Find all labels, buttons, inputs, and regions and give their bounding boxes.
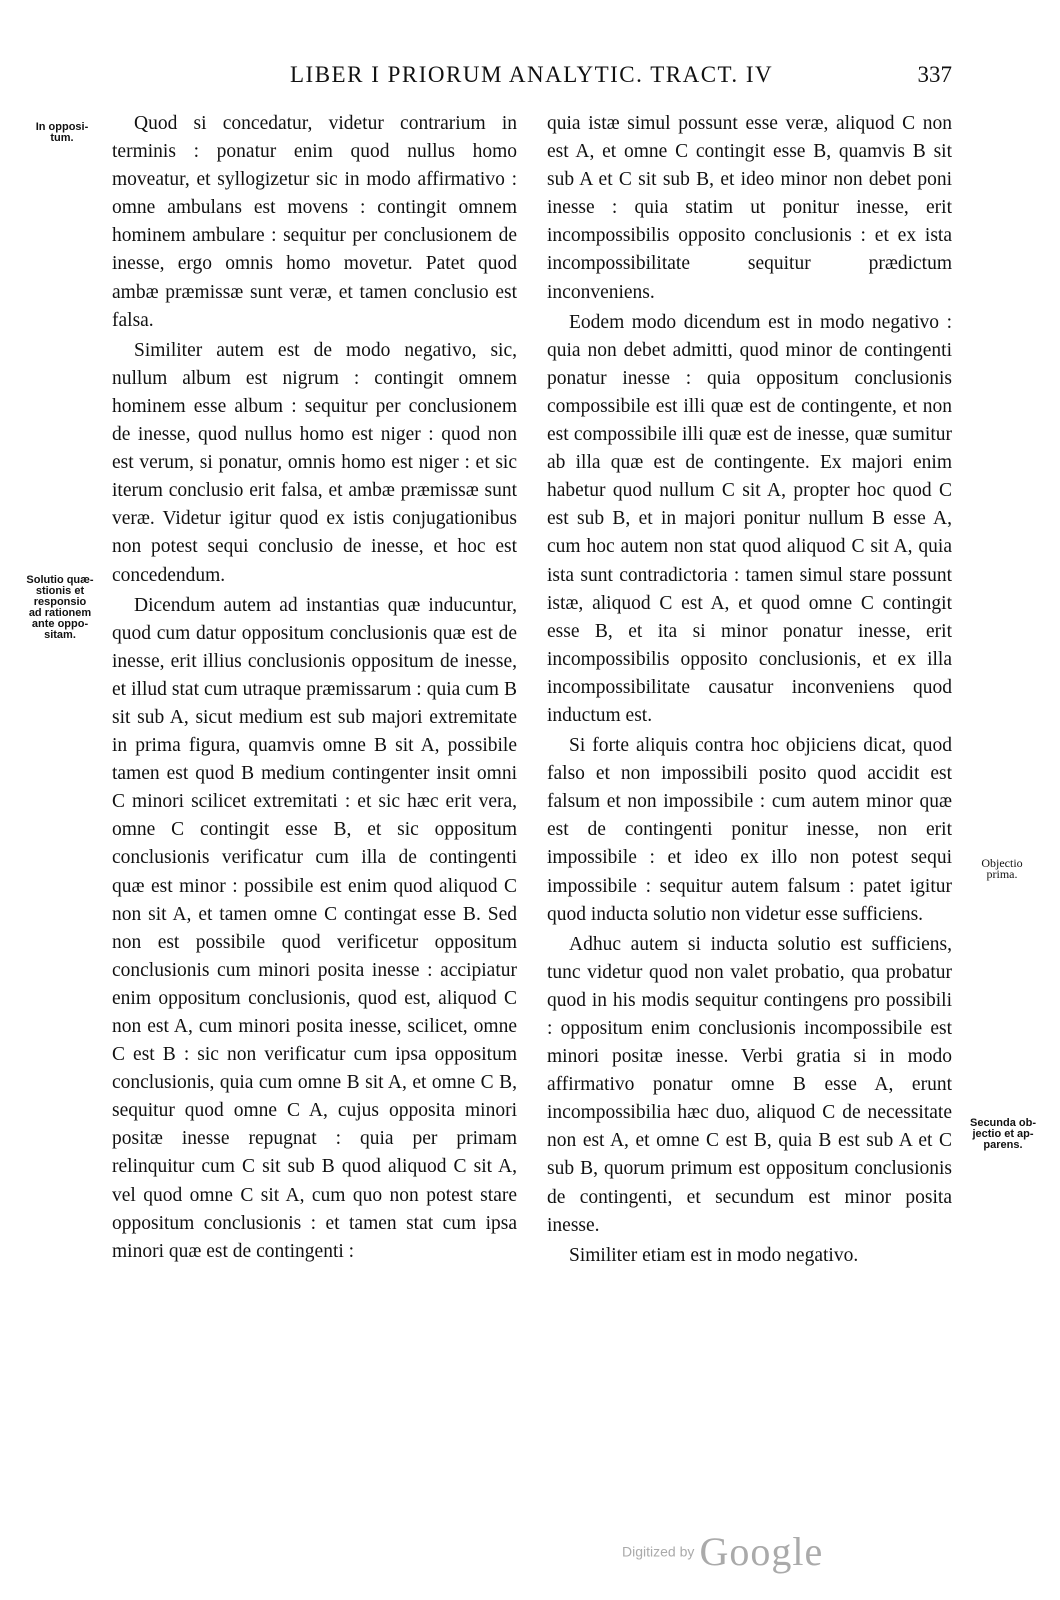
margin-note-line: prima. xyxy=(986,867,1018,881)
page-header xyxy=(110,62,950,92)
margin-note-line: Objectio xyxy=(981,856,1023,870)
paragraph: Similiter autem est de modo negativo, sic, nullum album est nigrum : contingit omnem hominem esse album : sequitur per conclusionem de inesse, quod nullus homo est niger : quod non est verum, si ponatur, omnis homo est niger : et sic iterum conclusio erit falsa, et ambæ præmissæ sunt veræ. Videtur igitur quod ex istis conjugationibus non potest sequi conclusio de inesse, et hoc est concedendum. xyxy=(112,339,517,586)
paragraph: quia istæ simul possunt esse veræ, aliquod C non est A, et omne C contingit esse B, quamvis B sit sub A et C sit sub B, et ideo minor non debet poni inesse : quia statim ut ponitur inesse, erit incompossibilis opposito conclusionis : et ex ista incompossibilitate sequitur prædictum inconveniens. xyxy=(547,113,952,303)
margin-note-line: Secunda ob- xyxy=(969,1117,1036,1129)
margin-note-line: parens. xyxy=(983,1139,1023,1151)
digitized-by-google-watermark xyxy=(622,1528,823,1575)
margin-note-line: stionis et xyxy=(35,585,85,597)
margin-note-in-oppositum xyxy=(22,122,102,144)
margin-note-solutio xyxy=(16,575,104,641)
margin-note-line: ante oppo- xyxy=(31,618,89,630)
margin-note-line: sitam. xyxy=(44,629,76,641)
digitized-label: Digitized by xyxy=(622,1543,695,1560)
margin-note-line: responsio xyxy=(33,596,87,608)
paragraph: Eodem modo dicendum est in modo negativo : quia non debet admitti, quod minor de contingenti ponatur inesse : quia oppositum conclusionis compossibile est illi quæ est de contingente, et non est compossibile illi quæ est de inesse, quæ sumitur ab illa quæ est de contingente. Ex majori enim habetur quod nullum C sit A, propter hoc quod C est sub B, et in majori ponitur nullum B esse A, cum hoc autem non stat quod aliquod C sit A, quia ista sunt contradictoria : tamen simul stare possunt istæ, aliquod C est A, et quod omne C contingit esse B, et ita si minor ponatur inesse, erit incompossibilis opposito conclusionis, et ex illa incompossibilitate causatur inconveniens quod inductum est. xyxy=(547,311,952,726)
margin-note-line: ad rationem xyxy=(28,607,92,619)
paragraph: Similiter etiam est in modo negativo. xyxy=(569,1244,859,1266)
margin-note-objectio-prima xyxy=(962,858,1042,880)
paragraph: Si forte aliquis contra hoc objiciens dicat, quod falso et non impossibili posito quod accidit est falsum et non impossibile : cum autem minor quæ est de contingenti ponitur inesse, non erit impossibile : et ideo ex illo non potest sequi impossibile : sequitur autem falsum : patet igitur quod inducta solutio non videtur esse sufficiens. xyxy=(547,735,952,925)
paragraph: Quod si concedatur, videtur contrarium in terminis : ponatur enim quod nullus homo moveatur, et syllogizetur sic in modo affirmativo : omne ambulans est movens : contingit omnem hominem ambulare : sequitur per conclusionem de inesse, ergo omnis homo movetur. Patet quod ambæ præmissæ sunt veræ, et tamen conclusio est falsa. xyxy=(112,113,517,331)
paragraph: Adhuc autem si inducta solutio est sufficiens, tunc videtur quod non valet probatio, qua probatur quod in his modis sequitur contingens pro possibili : oppositum enim conclusionis incompossibile est minori positæ inesse. Verbi gratia si in modo affirmativo ponatur omne B esse A, erunt incompossibilia hæc duo, aliquod C de necessitate non est A, et omne C est B, quia B est sub A et C sub B, quorum primum est oppositum conclusionis de contingenti, et secundum est minor posita inesse. xyxy=(547,933,952,1236)
paragraph: Dicendum autem ad instantias quæ inducuntur, quod cum datur oppositum conclusionis quæ est de inesse, erit illius conclusionis oppositum de inesse, et illud stat cum utraque præmissarum : quia cum B sit sub A, sicut medium est sub majori extremitate in prima figura, quamvis omne B sit A, possibile tamen est quod B medium contingenter insit omni C minori scilicet extremitati : et sic hæc erit vera, omne C contingit esse B, et sic oppositum conclusionis verificatur cum illa de contingenti quæ est minor : possibile est enim quod aliquod C non sit A, et tamen omne C contingat esse B. Sed non est possibile quod verificetur oppositum conclusionis cum minori posita inesse : accipiatur enim oppositum conclusionis, quod est, aliquod C non est A, cum minori posita inesse, scilicet, omne C est B : sic non verificatur cum ipsa oppositum conclusionis, quia cum omne B sit A, et omne C B, sequitur quod omne C A, cujus opposita minori positæ inesse repugnat : quia per primam relinquitur cum C sit sub B quod aliquod C sit A, vel quod omne C sit A, cum quo non potest stare oppositum conclusionis : et tamen stat cum ipsa minori quæ est de contingenti : xyxy=(112,594,517,1262)
page-number: 337 xyxy=(917,62,952,87)
running-title: LIBER I PRIORUM ANALYTIC. TRACT. IV xyxy=(290,62,774,87)
google-logo: Google xyxy=(699,1529,824,1574)
margin-note-secunda-objectio xyxy=(958,1118,1048,1151)
margin-note-line: In opposi- xyxy=(35,121,89,133)
left-text-column xyxy=(112,110,517,1268)
margin-note-line: Solutio quæ- xyxy=(26,574,94,586)
margin-note-line: jectio et ap- xyxy=(972,1128,1034,1140)
margin-note-line: tum. xyxy=(50,132,74,144)
right-text-column xyxy=(547,110,952,1272)
